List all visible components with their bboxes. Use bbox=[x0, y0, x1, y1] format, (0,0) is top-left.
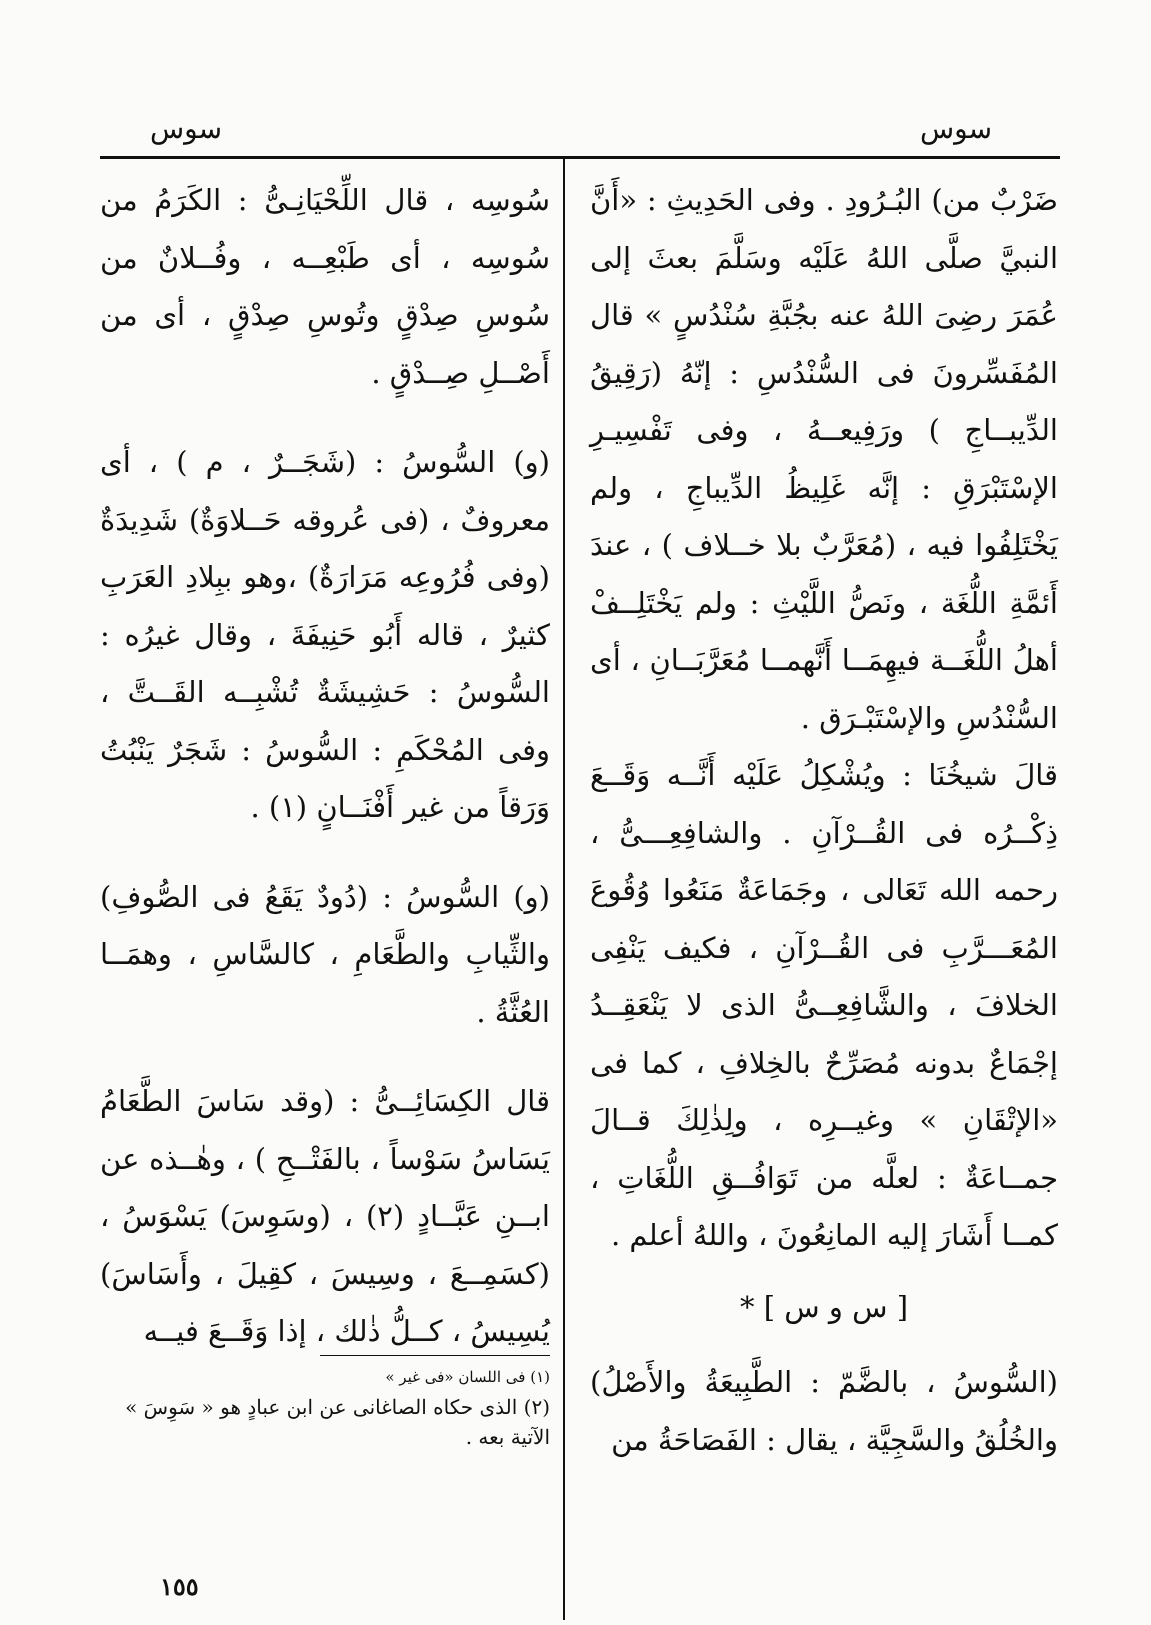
left-paragraph-2: (و) السُّوسُ : (شَجَــرٌ ، م ) ، أى معروفٌ ، (فى عُروقه حَــلاوَةٌ) شَدِيدَةٌ (وفى فُرُوعِه مَرَارَةٌ) ،وهو ببِلادِ العَرَبِ كثيرٌ ، قاله أَبُو حَنِيفَةَ ، وقال غيرُه : السُّوسُ : حَشِيشَةٌ تُشْبِــه القَــتَّ ، وفى المُحْكَمِ : السُّوسُ : شَجَرٌ يَنْبُتُ وَرَقاً من غير أَفْنَــانٍ (١) . bbox=[100, 445, 550, 824]
section-heading: [ س و س ] * bbox=[739, 1289, 909, 1324]
footnote-rule bbox=[320, 1355, 550, 1356]
left-paragraph-1: سُوسِه ، قال اللِّحْيَانِـىُّ : الكَرَمُ من سُوسِه ، أى طَبْعِــه ، وفُــلانٌ من سُوسِ صِدْقٍ وتُوسِ صِدْقٍ ، أى من أَصْــلِ صِــدْقٍ . bbox=[100, 183, 550, 390]
right-paragraph-1: ضَرْبٌ من) البُـرُودِ . وفى الحَدِيثِ : «أَنَّ النبيَّ صلَّى اللهُ عَلَيْه وسَلَّمَ بعثَ إلى عُمَرَ رضِىَ اللهُ عنه بجُبَّةِ سُنْدُسٍ » قال المُفَسِّرونَ فى السُّنْدُسِ : إنّهُ (رَقِيقُ الدِّيبــاجِ ) ورَفِيعــهُ ، وفى تَفْسِيـرِ الإسْتَبْرَقِ : إنَّه غَلِيظُ الدِّيباجِ ، ولم يَخْتَلِفُوا فيه ، (مُعَرَّبٌ بلا خــلاف ) ، عندَ أَئمَّةِ اللُّغَة ، ونَصُّ اللَّيْثِ : ولم يَخْتَلِــفْ أهلُ اللُّغَــة فيهِمَــا أَنَّهمــا مُعَرَّبَــانِ ، أى السُّنْدُسِ والإسْتَبْـرَق . bbox=[590, 183, 1058, 735]
footnote-2: (٢) الذى حكاه الصاغانى عن ابن عبادٍ هو « سَوِسَ » الآتية بعه . bbox=[125, 1395, 550, 1449]
right-column bbox=[590, 172, 1058, 1469]
column-divider bbox=[563, 158, 565, 1620]
left-column bbox=[100, 172, 550, 1361]
left-paragraph-4: قال الكِسَائِــىُّ : (وقد سَاسَ الطَّعَامُ يَسَاسُ سَوْساً ، بالفَتْــحِ ) ، وهٰــذه عن ابــنِ عَبَّــادٍ (٢) ، (وسَوِسَ) يَسْوَسُ ، (كسَمِــعَ ، وسِيسَ ، كقِيلَ ، وأَسَاسَ) يُسِيسُ ، كــلُّ ذٰلك ، إذا وَقَــعَ فيــه bbox=[100, 1084, 550, 1348]
header-rule bbox=[100, 156, 1060, 159]
header-word-left: سوس bbox=[150, 112, 223, 145]
footnotes bbox=[100, 1362, 550, 1452]
page-number: ١٥٥ bbox=[160, 1572, 199, 1601]
left-paragraph-3: (و) السُّوسُ : (دُودٌ يَقَعُ فى الصُّوفِ) والثِّيابِ والطَّعَامِ ، كالسَّاسِ ، وهمَــا العُثَّةُ . bbox=[100, 879, 550, 1029]
right-paragraph-3: (السُّوسُ ، بالضَّمّ : الطَّبِيعَةُ والأَصْلُ) والخُلُقُ والسَّجِيَّة ، يقال : الفَصَاحَةُ من bbox=[590, 1365, 1058, 1457]
right-paragraph-2: قالَ شيخُنَا : ويُشْكِلُ عَلَيْه أَنَّــه وَقَــعَ ذِكْــرُه فى القُــرْآنِ . والشافِعِـــىُّ ، رحمه الله تَعَالى ، وجَمَاعَةٌ مَنَعُوا وُقُوعَ المُعَـــرَّبِ فى القُــرْآنِ ، فكيف يَنْفِى الخلافَ ، والشَّافِعِــىُّ الذى لا يَنْعَقِــدُ إجْمَاعٌ بدونه مُصَرِّحٌ بالخِلافِ ، كما فى «الإتْقَانِ » وغيــرِه ، ولِذٰلِكَ قــالَ جمــاعَةٌ : لعلَّه من تَوَافُــقِ اللُّغَاتِ ، كمــا أَشَارَ إليه المانِعُونَ ، واللهُ أعلم . bbox=[590, 758, 1058, 1252]
header-word-right: سوس bbox=[920, 112, 993, 145]
footnote-1: (١) فى اللسان «فى غير » bbox=[385, 1368, 550, 1386]
